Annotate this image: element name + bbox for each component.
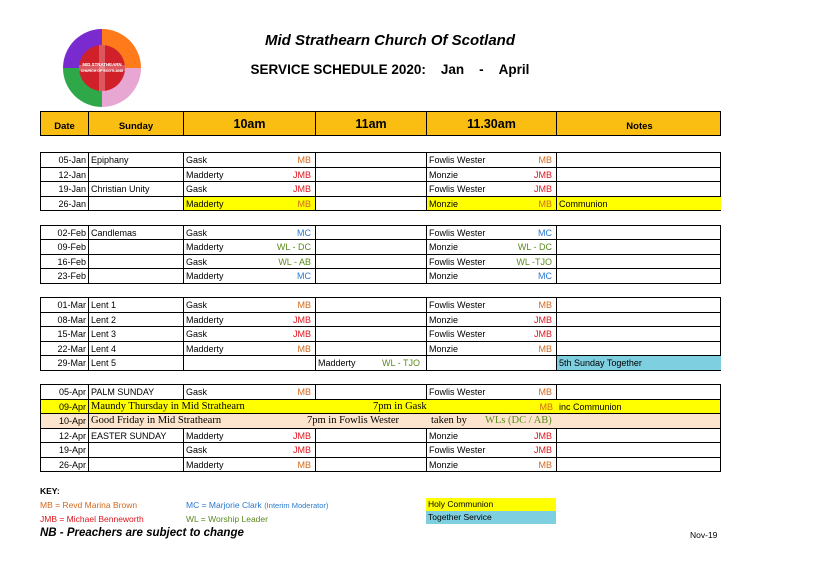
row-1130am-place: Fowlis Wester [429,445,486,455]
row-notes [557,313,721,327]
row-10am [184,327,316,341]
key-wl: WL = Worship Leader [186,514,268,524]
row-notes [557,226,721,240]
row-1130am [427,168,557,182]
row-notes [557,255,721,269]
row-notes [557,429,721,443]
subtitle-mid: Jan [440,62,465,77]
blank-row [40,211,721,226]
row-10am-place: Madderty [186,459,224,470]
key-mc-note: (Interim Moderator) [264,501,329,510]
row-date: 12-Apr [41,429,89,443]
table-row [40,269,721,284]
row-10am [184,385,316,399]
row-10am-place: Madderty [186,430,224,441]
row-11am [316,458,427,472]
row-10am-preacher: WL - DC [276,242,311,252]
table-row [40,226,721,241]
row-date: 22-Mar [41,342,89,356]
row-notes [557,269,721,283]
col-11am: 11am [316,112,427,135]
row-1130am [427,197,557,211]
row-1130am [427,298,557,312]
row-10am-preacher: JMB [293,430,311,441]
blank-row [40,371,721,386]
key-together-service: Together Service [426,511,556,524]
logo-center-line1: MID STRATHEARN [82,62,122,67]
row-1130am-place: Monzie [429,314,459,325]
row-10am [184,342,316,356]
row-11am [316,385,427,399]
row-event-leaders: WLs (DC / AB) [485,415,552,426]
key-holy-communion: Holy Communion [426,498,556,511]
row-10am-preacher: JMB [293,184,311,194]
col-date: Date [41,112,89,135]
row-10am-preacher: MB [297,387,311,397]
row-1130am [427,182,557,196]
row-date: 08-Mar [41,313,89,327]
row-1130am-place: Monzie [429,430,459,441]
table-row [40,429,721,444]
row-10am [184,153,316,167]
row-10am [184,168,316,182]
row-sunday [89,197,184,211]
row-date: 09-Apr [41,400,89,414]
row-1130am-place: Monzie [429,343,459,354]
table-row [40,153,721,168]
row-date: 09-Feb [41,240,89,254]
row-11am [316,429,427,443]
row-date: 01-Mar [41,298,89,312]
row-sunday: Christian Unity [89,182,184,196]
key-mc [186,500,328,510]
row-10am-place: Gask [186,387,208,397]
row-notes [557,153,721,167]
row-1130am-preacher: MB [538,387,552,397]
row-10am [184,429,316,443]
row-notes [557,458,721,472]
row-11am [316,298,427,312]
table-row [40,342,721,357]
table-row [40,197,721,212]
row-notes [557,327,721,341]
col-notes: Notes [626,121,653,132]
row-10am [184,356,316,370]
row-1130am-preacher: JMB [534,169,552,180]
row-10am-preacher: MB [297,459,311,470]
row-sunday [89,168,184,182]
row-10am-place: Gask [186,155,208,165]
row-11am-preacher: WL - TJO [382,358,420,368]
row-1130am-preacher: MC [538,227,552,238]
row-10am-place: Gask [186,256,208,267]
row-10am [184,226,316,240]
row-sunday: Lent 5 [89,356,184,370]
row-notes: Communion [557,197,721,211]
row-1130am-place: Monzie [429,169,459,180]
row-1130am-preacher: JMB [534,430,552,441]
row-1130am-preacher: JMB [534,184,552,194]
row-1130am [427,240,557,254]
subtitle-left: SERVICE SCHEDULE 2020: [250,62,426,77]
row-1130am [427,226,557,240]
page-subtitle [240,62,540,77]
row-event: Maundy Thursday in Mid Strathearn [91,400,245,412]
row-event-detail: 7pm in Gask [373,400,427,412]
row-1130am [427,356,557,370]
table-row [40,356,721,371]
row-10am-preacher: MC [297,227,311,238]
row-1130am-place: Fowlis Wester [429,155,486,165]
col-10am: 10am [184,112,316,135]
row-event-detail: 7pm in Fowlis Wester [307,415,400,426]
row-sunday: PALM SUNDAY [89,385,184,399]
row-10am [184,269,316,283]
row-11am [316,197,427,211]
row-10am-place: Gask [186,445,208,455]
row-date: 05-Jan [41,153,89,167]
row-1130am-place: Monzie [429,242,459,252]
row-10am-place: Madderty [186,242,224,252]
table-body [40,152,721,472]
row-date: 02-Feb [41,226,89,240]
row-10am [184,458,316,472]
row-10am-place: Madderty [186,343,224,354]
row-11am [316,168,427,182]
table-row [40,443,721,458]
table-row [40,385,721,400]
row-11am [316,342,427,356]
row-10am [184,240,316,254]
row-10am [184,443,316,457]
row-date: 16-Feb [41,255,89,269]
row-11am [316,443,427,457]
row-10am-place: Gask [186,184,208,194]
row-11am-place: Madderty [318,358,356,368]
table-row [40,400,721,415]
col-sunday: Sunday [89,112,184,135]
row-sunday: Lent 2 [89,313,184,327]
row-notes: 5th Sunday Together [557,356,721,370]
row-event: Good Friday in Mid Strathearn [91,415,222,426]
row-10am-preacher: JMB [293,329,311,339]
row-1130 [427,400,557,414]
row-1130am [427,255,557,269]
row-1130am [427,153,557,167]
row-10am [184,182,316,196]
row-notes [557,298,721,312]
row-sunday: EASTER SUNDAY [89,429,184,443]
row-10am-place: Madderty [186,271,224,281]
table-row [40,298,721,313]
row-11am [316,313,427,327]
table-row [40,458,721,473]
row-1130am-preacher: JMB [534,314,552,325]
footer-note: NB - Preachers are subject to change [40,527,244,539]
row-date: 05-Apr [41,385,89,399]
row-sunday: Epiphany [89,153,184,167]
row-1130am [427,342,557,356]
row-notes [557,168,721,182]
row-date: 19-Jan [41,182,89,196]
row-sunday: Lent 4 [89,342,184,356]
row-sunday: Lent 1 [89,298,184,312]
row-11am [316,226,427,240]
row-sunday [89,240,184,254]
row-1130am [427,429,557,443]
row-10am [184,255,316,269]
row-1130am-place: Monzie [429,459,459,470]
table-row [40,182,721,197]
row-10am-preacher: MB [297,343,311,354]
row-10am-place: Madderty [186,314,224,325]
row-event-by: taken by [431,415,467,426]
row-11am [316,255,427,269]
row-11am [316,356,427,370]
row-1130am-place: Monzie [429,271,459,281]
row-11am [316,327,427,341]
row-11am [316,240,427,254]
row-10am-preacher: MB [297,300,311,310]
page-title: Mid Strathearn Church Of Scotland [264,32,516,49]
row-11am [316,269,427,283]
table-row [40,414,721,429]
row-10am-preacher: MC [297,271,311,281]
row-1130am-preacher: MB [538,343,552,354]
logo-center-line2: CHURCH OF SCOTLAND [80,69,124,73]
row-date: 29-Mar [41,356,89,370]
row-notes [557,385,721,399]
row-1130am-preacher: MC [538,271,552,281]
row-notes [557,443,721,457]
row-notes [557,342,721,356]
row-date: 23-Feb [41,269,89,283]
row-1130am-preacher: JMB [534,445,552,455]
row-1130am-preacher: MB [538,300,552,310]
row-10am [184,197,316,211]
table-row [40,240,721,255]
row-notes [557,240,721,254]
row-10am-place: Gask [186,329,208,339]
row-date: 12-Jan [41,168,89,182]
row-10am-place: Gask [186,227,208,238]
row-1130am-place: Fowlis Wester [429,387,486,397]
row-10am-preacher: WL - AB [278,256,311,267]
blank-row [40,284,721,299]
row-10am-preacher: JMB [293,445,311,455]
key-label: KEY: [40,486,60,496]
row-1130am [427,327,557,341]
row-10am-preacher: MB [297,198,311,209]
key-mb: MB = Revd Marina Brown [40,500,138,510]
row-date: 26-Apr [41,458,89,472]
row-date: 19-Apr [41,443,89,457]
row-1130am-preacher: MB [538,198,552,209]
row-10am-preacher: MB [297,155,311,165]
row-notes [557,182,721,196]
row-10am-preacher: JMB [293,314,311,325]
row-sunday: Lent 3 [89,327,184,341]
key-jmb: JMB = Michael Benneworth [40,514,144,524]
row-sunday [89,269,184,283]
row-1130am-preacher: MB [538,459,552,470]
row-10am-place: Gask [186,300,208,310]
row-date: 26-Jan [41,197,89,211]
row-10am-place: Madderty [186,169,224,180]
row-1130am-preacher: JMB [534,329,552,339]
row-1130am-place: Fowlis Wester [429,227,486,238]
col-1130am: 11.30am [427,112,557,135]
row-1130am-place: Fowlis Wester [429,256,486,267]
row-1130am-place: Fowlis Wester [429,184,486,194]
row-notes: inc Communion [559,401,622,412]
row-1130am-place: Fowlis Wester [429,300,486,310]
table-row [40,255,721,270]
row-sunday [89,255,184,269]
key-mc-text: MC = Marjorie Clark [186,500,262,510]
row-1130am [427,313,557,327]
row-1130am-place: Fowlis Wester [429,329,486,339]
table-header [40,111,721,136]
row-sunday: Candlemas [89,226,184,240]
table-row [40,168,721,183]
row-10am [184,298,316,312]
table-row [40,327,721,342]
row-1130am [427,443,557,457]
row-1130am-place: Monzie [429,198,459,209]
row-10am [184,313,316,327]
row-1130am [427,458,557,472]
row-10am-preacher: JMB [293,169,311,180]
row-date: 15-Mar [41,327,89,341]
row-1130am-preacher: MB [538,155,552,165]
row-10am-place: Madderty [186,198,224,209]
church-logo [62,28,142,108]
table-row [40,313,721,328]
row-1130am-preacher: WL -TJO [516,256,552,267]
row-1130-preacher: MB [539,401,553,412]
row-1130am [427,385,557,399]
footer-date: Nov-19 [690,530,718,540]
row-11am [316,153,427,167]
row-1130am-preacher: WL - DC [517,242,552,252]
row-sunday [89,443,184,457]
row-date: 10-Apr [41,414,89,428]
row-1130am [427,269,557,283]
subtitle-right: April [498,62,530,77]
row-sunday [89,458,184,472]
subtitle-dash: - [479,62,484,77]
row-11am [316,182,427,196]
